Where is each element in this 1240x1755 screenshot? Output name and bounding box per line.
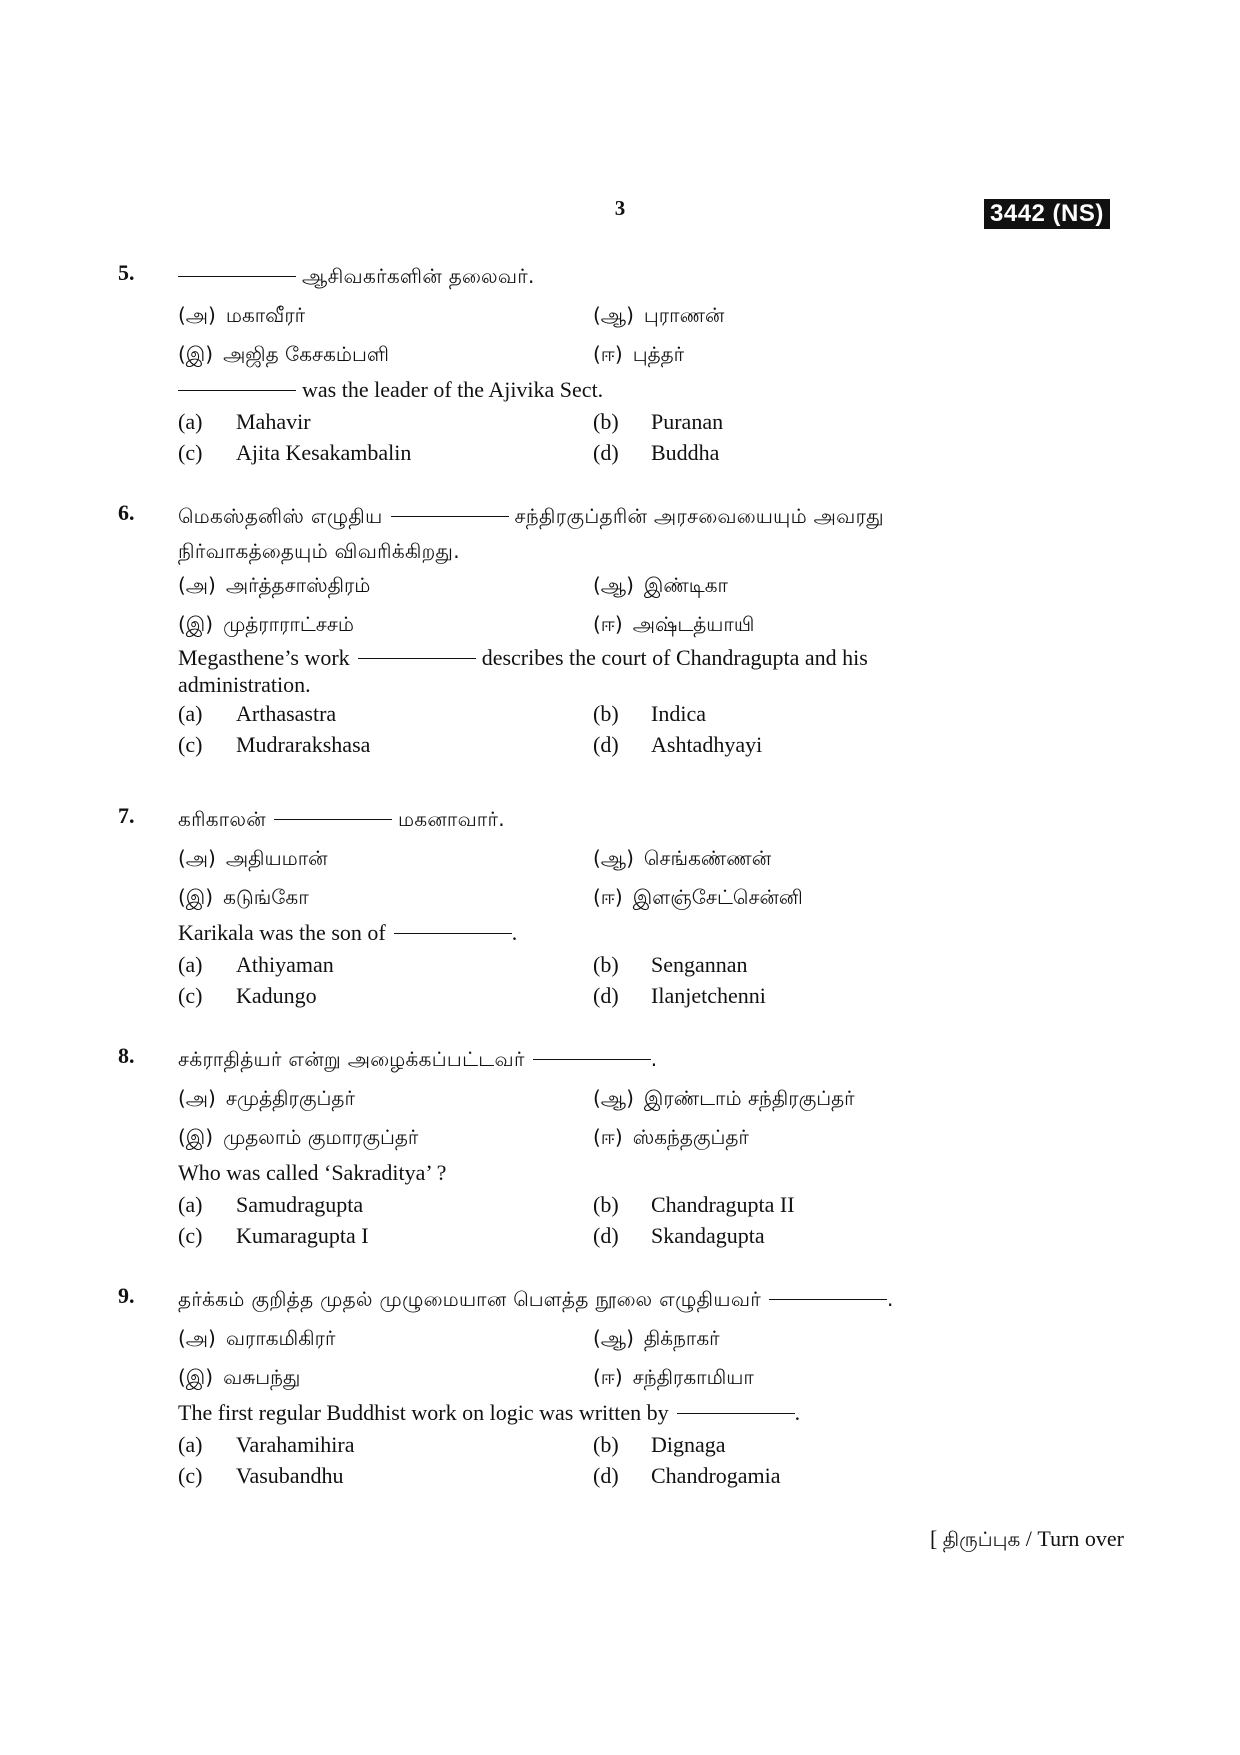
option-key: (ஈ) — [593, 1365, 623, 1389]
option-a — [178, 698, 593, 729]
question-number: 9. — [118, 1283, 135, 1308]
option-key: (b) — [593, 409, 619, 434]
option-text: Chandrogamia — [651, 1463, 781, 1488]
option-text: Skandagupta — [651, 1223, 765, 1248]
option-key: (a) — [178, 952, 203, 977]
answer-blank — [533, 1058, 651, 1060]
english-options-row — [178, 406, 1078, 437]
option-b-ta — [593, 296, 1008, 335]
english-stem — [178, 374, 1078, 406]
tamil-options-row — [178, 1358, 1078, 1397]
tamil-options-row — [178, 605, 1078, 644]
option-key: (d) — [593, 983, 619, 1008]
option-text: Vasubandhu — [236, 1463, 344, 1488]
option-c-ta — [178, 878, 593, 917]
option-text: Samudragupta — [236, 1192, 364, 1217]
option-b-ta — [593, 839, 1008, 878]
option-key: (ஈ) — [593, 885, 623, 909]
option-key: (a) — [178, 701, 203, 726]
option-text: திக்நாகர் — [643, 1326, 720, 1350]
option-a — [178, 1189, 593, 1220]
tamil-options-row — [178, 296, 1078, 335]
option-b-ta — [593, 1079, 1008, 1118]
option-text: இளஞ்சேட்சென்னி — [632, 885, 803, 909]
english-stem — [178, 644, 1078, 671]
english-options-row — [178, 980, 1078, 1011]
option-c — [178, 980, 593, 1011]
option-d-ta — [593, 1358, 1008, 1397]
option-b — [593, 949, 1008, 980]
option-text: Arthasastra — [236, 701, 337, 726]
turn-over-footer — [880, 1526, 1124, 1554]
option-key: (இ) — [178, 342, 214, 366]
option-key: (b) — [593, 1432, 619, 1457]
stem-text: சக்ராதித்யர் என்று அழைக்கப்பட்டவர் — [178, 1047, 525, 1071]
option-key: (b) — [593, 701, 619, 726]
stem-text: . — [887, 1287, 894, 1311]
footer-bracket: [ — [929, 1526, 938, 1551]
english-options-row — [178, 437, 1078, 468]
option-key: (b) — [593, 1192, 619, 1217]
option-key: (ஆ) — [593, 303, 634, 327]
option-text: வராகமிகிரர் — [225, 1326, 336, 1350]
answer-blank — [178, 275, 296, 277]
option-d-ta — [593, 1118, 1008, 1157]
english-options-row — [178, 1189, 1078, 1220]
option-key: (இ) — [178, 612, 214, 636]
option-text: முதலாம் குமாரகுப்தர் — [223, 1125, 419, 1149]
tamil-stem — [178, 497, 1078, 536]
option-key: (ஆ) — [593, 1326, 634, 1350]
option-b — [593, 1429, 1008, 1460]
option-d — [593, 980, 1008, 1011]
tamil-stem — [178, 1040, 1078, 1079]
option-text: புத்தர் — [632, 342, 685, 366]
option-text: சமுத்திரகுப்தர் — [225, 1086, 355, 1110]
option-key: (d) — [593, 732, 619, 757]
footer-separator: / — [1025, 1526, 1032, 1551]
option-b — [593, 698, 1008, 729]
answer-blank — [394, 932, 512, 934]
tamil-stem — [178, 257, 1078, 296]
option-text: Chandragupta II — [651, 1192, 795, 1217]
stem-text: மகனாவார். — [397, 807, 505, 831]
option-text: Puranan — [651, 409, 724, 434]
option-key: (இ) — [178, 1365, 214, 1389]
option-key: (அ) — [178, 1086, 216, 1110]
stem-text: . — [511, 920, 518, 945]
option-a-ta — [178, 1079, 593, 1118]
option-a — [178, 406, 593, 437]
option-key: (அ) — [178, 1326, 216, 1350]
stem-text: The first regular Buddhist work on logic was written by — [178, 1400, 669, 1425]
english-stem: Who was called ‘Sakraditya’ ? — [178, 1160, 447, 1185]
option-d — [593, 437, 1008, 468]
option-text: முத்ராராட்சசம் — [223, 612, 355, 636]
option-key: (ஈ) — [593, 612, 623, 636]
stem-text: Megasthene’s work — [178, 645, 350, 670]
option-text: கடுங்கோ — [223, 885, 309, 909]
option-a-ta — [178, 296, 593, 335]
option-text: அதியமான் — [225, 846, 328, 870]
stem-text: சந்திரகுப்தரின் அரசவையையும் அவரது — [514, 504, 884, 528]
option-c-ta — [178, 605, 593, 644]
option-key: (c) — [178, 1463, 203, 1488]
option-text: ஸ்கந்தகுப்தர் — [632, 1125, 749, 1149]
option-a-ta — [178, 566, 593, 605]
option-text: Sengannan — [651, 952, 748, 977]
option-key: (d) — [593, 1223, 619, 1248]
answer-blank — [769, 1298, 887, 1300]
option-text: அர்த்தசாஸ்திரம் — [225, 573, 371, 597]
stem-text: ஆசிவகர்களின் தலைவர். — [302, 264, 535, 288]
question-number: 5. — [118, 260, 135, 285]
english-options-row — [178, 729, 1078, 760]
footer-english: Turn over — [1037, 1526, 1124, 1551]
option-key: (இ) — [178, 1125, 214, 1149]
option-key: (a) — [178, 1192, 203, 1217]
option-key: (b) — [593, 952, 619, 977]
option-key: (c) — [178, 732, 203, 757]
stem-text: . — [650, 1047, 658, 1071]
page-number: 3 — [614, 196, 626, 220]
english-stem — [178, 1397, 1078, 1429]
option-a — [178, 949, 593, 980]
option-b-ta — [593, 566, 1008, 605]
tamil-options-row — [178, 335, 1078, 374]
option-key: (a) — [178, 409, 203, 434]
option-text: புராணன் — [643, 303, 725, 327]
option-key: (அ) — [178, 303, 216, 327]
option-text: அஷ்டத்யாயி — [632, 612, 755, 636]
option-text: Kumaragupta I — [236, 1223, 369, 1248]
stem-text: தர்க்கம் குறித்த முதல் முழுமையான பௌத்த நூலை எழுதியவர் — [178, 1287, 762, 1311]
option-c — [178, 1220, 593, 1251]
tamil-options-row — [178, 839, 1078, 878]
english-options-row — [178, 698, 1078, 729]
answer-blank — [178, 389, 296, 391]
option-text: Ajita Kesakambalin — [236, 440, 412, 465]
answer-blank — [358, 657, 476, 659]
option-text: Athiyaman — [236, 952, 334, 977]
answer-blank — [677, 1412, 795, 1414]
tamil-options-row — [178, 566, 1078, 605]
option-text: Buddha — [651, 440, 720, 465]
option-d-ta — [593, 335, 1008, 374]
option-text: Indica — [651, 701, 706, 726]
option-key: (அ) — [178, 846, 216, 870]
option-key: (ஆ) — [593, 573, 634, 597]
option-key: (a) — [178, 1432, 203, 1457]
option-a — [178, 1429, 593, 1460]
option-key: (c) — [178, 1223, 203, 1248]
option-d — [593, 1220, 1008, 1251]
option-key: (d) — [593, 1463, 619, 1488]
option-text: செங்கண்ணன் — [643, 846, 772, 870]
stem-text: . — [794, 1400, 801, 1425]
question-number: 8. — [118, 1043, 135, 1068]
option-key: (ஆ) — [593, 1086, 634, 1110]
tamil-stem — [178, 800, 1078, 839]
english-options-row — [178, 949, 1078, 980]
option-text: Ilanjetchenni — [651, 983, 766, 1008]
option-key: (ஆ) — [593, 846, 634, 870]
option-key: (d) — [593, 440, 619, 465]
stem-text: கரிகாலன் — [178, 807, 266, 831]
option-text: சந்திரகாமியா — [632, 1365, 754, 1389]
option-key: (ஈ) — [593, 342, 623, 366]
question-number: 7. — [118, 803, 135, 828]
tamil-stem-line-2: நிர்வாகத்தையும் விவரிக்கிறது. — [178, 539, 460, 563]
option-a-ta — [178, 839, 593, 878]
option-text: மகாவீரர் — [225, 303, 306, 327]
option-d — [593, 729, 1008, 760]
option-key: (ஈ) — [593, 1125, 623, 1149]
option-c-ta — [178, 1358, 593, 1397]
option-b — [593, 406, 1008, 437]
stem-text: was the leader of the Ajivika Sect. — [302, 377, 604, 402]
option-key: (இ) — [178, 885, 214, 909]
option-text: இண்டிகா — [643, 573, 728, 597]
tamil-stem — [178, 1280, 1078, 1319]
option-text: Mahavir — [236, 409, 311, 434]
english-stem-line-2: administration. — [178, 672, 311, 697]
option-key: (c) — [178, 440, 203, 465]
option-b-ta — [593, 1319, 1008, 1358]
tamil-options-row — [178, 1079, 1078, 1118]
option-text: இரண்டாம் சந்திரகுப்தர் — [643, 1086, 855, 1110]
option-text: Varahamihira — [236, 1432, 355, 1457]
option-d-ta — [593, 605, 1008, 644]
option-b — [593, 1189, 1008, 1220]
stem-text: மெகஸ்தனிஸ் எழுதிய — [178, 504, 383, 528]
option-text: Kadungo — [236, 983, 317, 1008]
answer-blank — [274, 818, 392, 820]
tamil-options-row — [178, 1319, 1078, 1358]
english-stem — [178, 917, 1078, 949]
paper-code-badge: 3442 (NS) — [984, 199, 1110, 229]
option-c-ta — [178, 1118, 593, 1157]
option-key: (c) — [178, 983, 203, 1008]
option-d — [593, 1460, 1008, 1491]
option-c — [178, 1460, 593, 1491]
option-c-ta — [178, 335, 593, 374]
tamil-options-row — [178, 878, 1078, 917]
english-options-row — [178, 1460, 1078, 1491]
question-number: 6. — [118, 500, 135, 525]
option-text: Dignaga — [651, 1432, 726, 1457]
option-c — [178, 437, 593, 468]
option-key: (அ) — [178, 573, 216, 597]
option-text: வசுபந்து — [223, 1365, 301, 1389]
english-options-row — [178, 1429, 1078, 1460]
option-c — [178, 729, 593, 760]
answer-blank — [391, 515, 509, 517]
option-text: Mudrarakshasa — [236, 732, 371, 757]
english-options-row — [178, 1220, 1078, 1251]
tamil-options-row — [178, 1118, 1078, 1157]
stem-text: Karikala was the son of — [178, 920, 386, 945]
footer-tamil: திருப்புக — [942, 1527, 1021, 1551]
stem-text: describes the court of Chandragupta and his — [481, 645, 868, 670]
option-a-ta — [178, 1319, 593, 1358]
option-d-ta — [593, 878, 1008, 917]
option-text: அஜித கேசகம்பளி — [223, 342, 389, 366]
option-text: Ashtadhyayi — [651, 732, 763, 757]
